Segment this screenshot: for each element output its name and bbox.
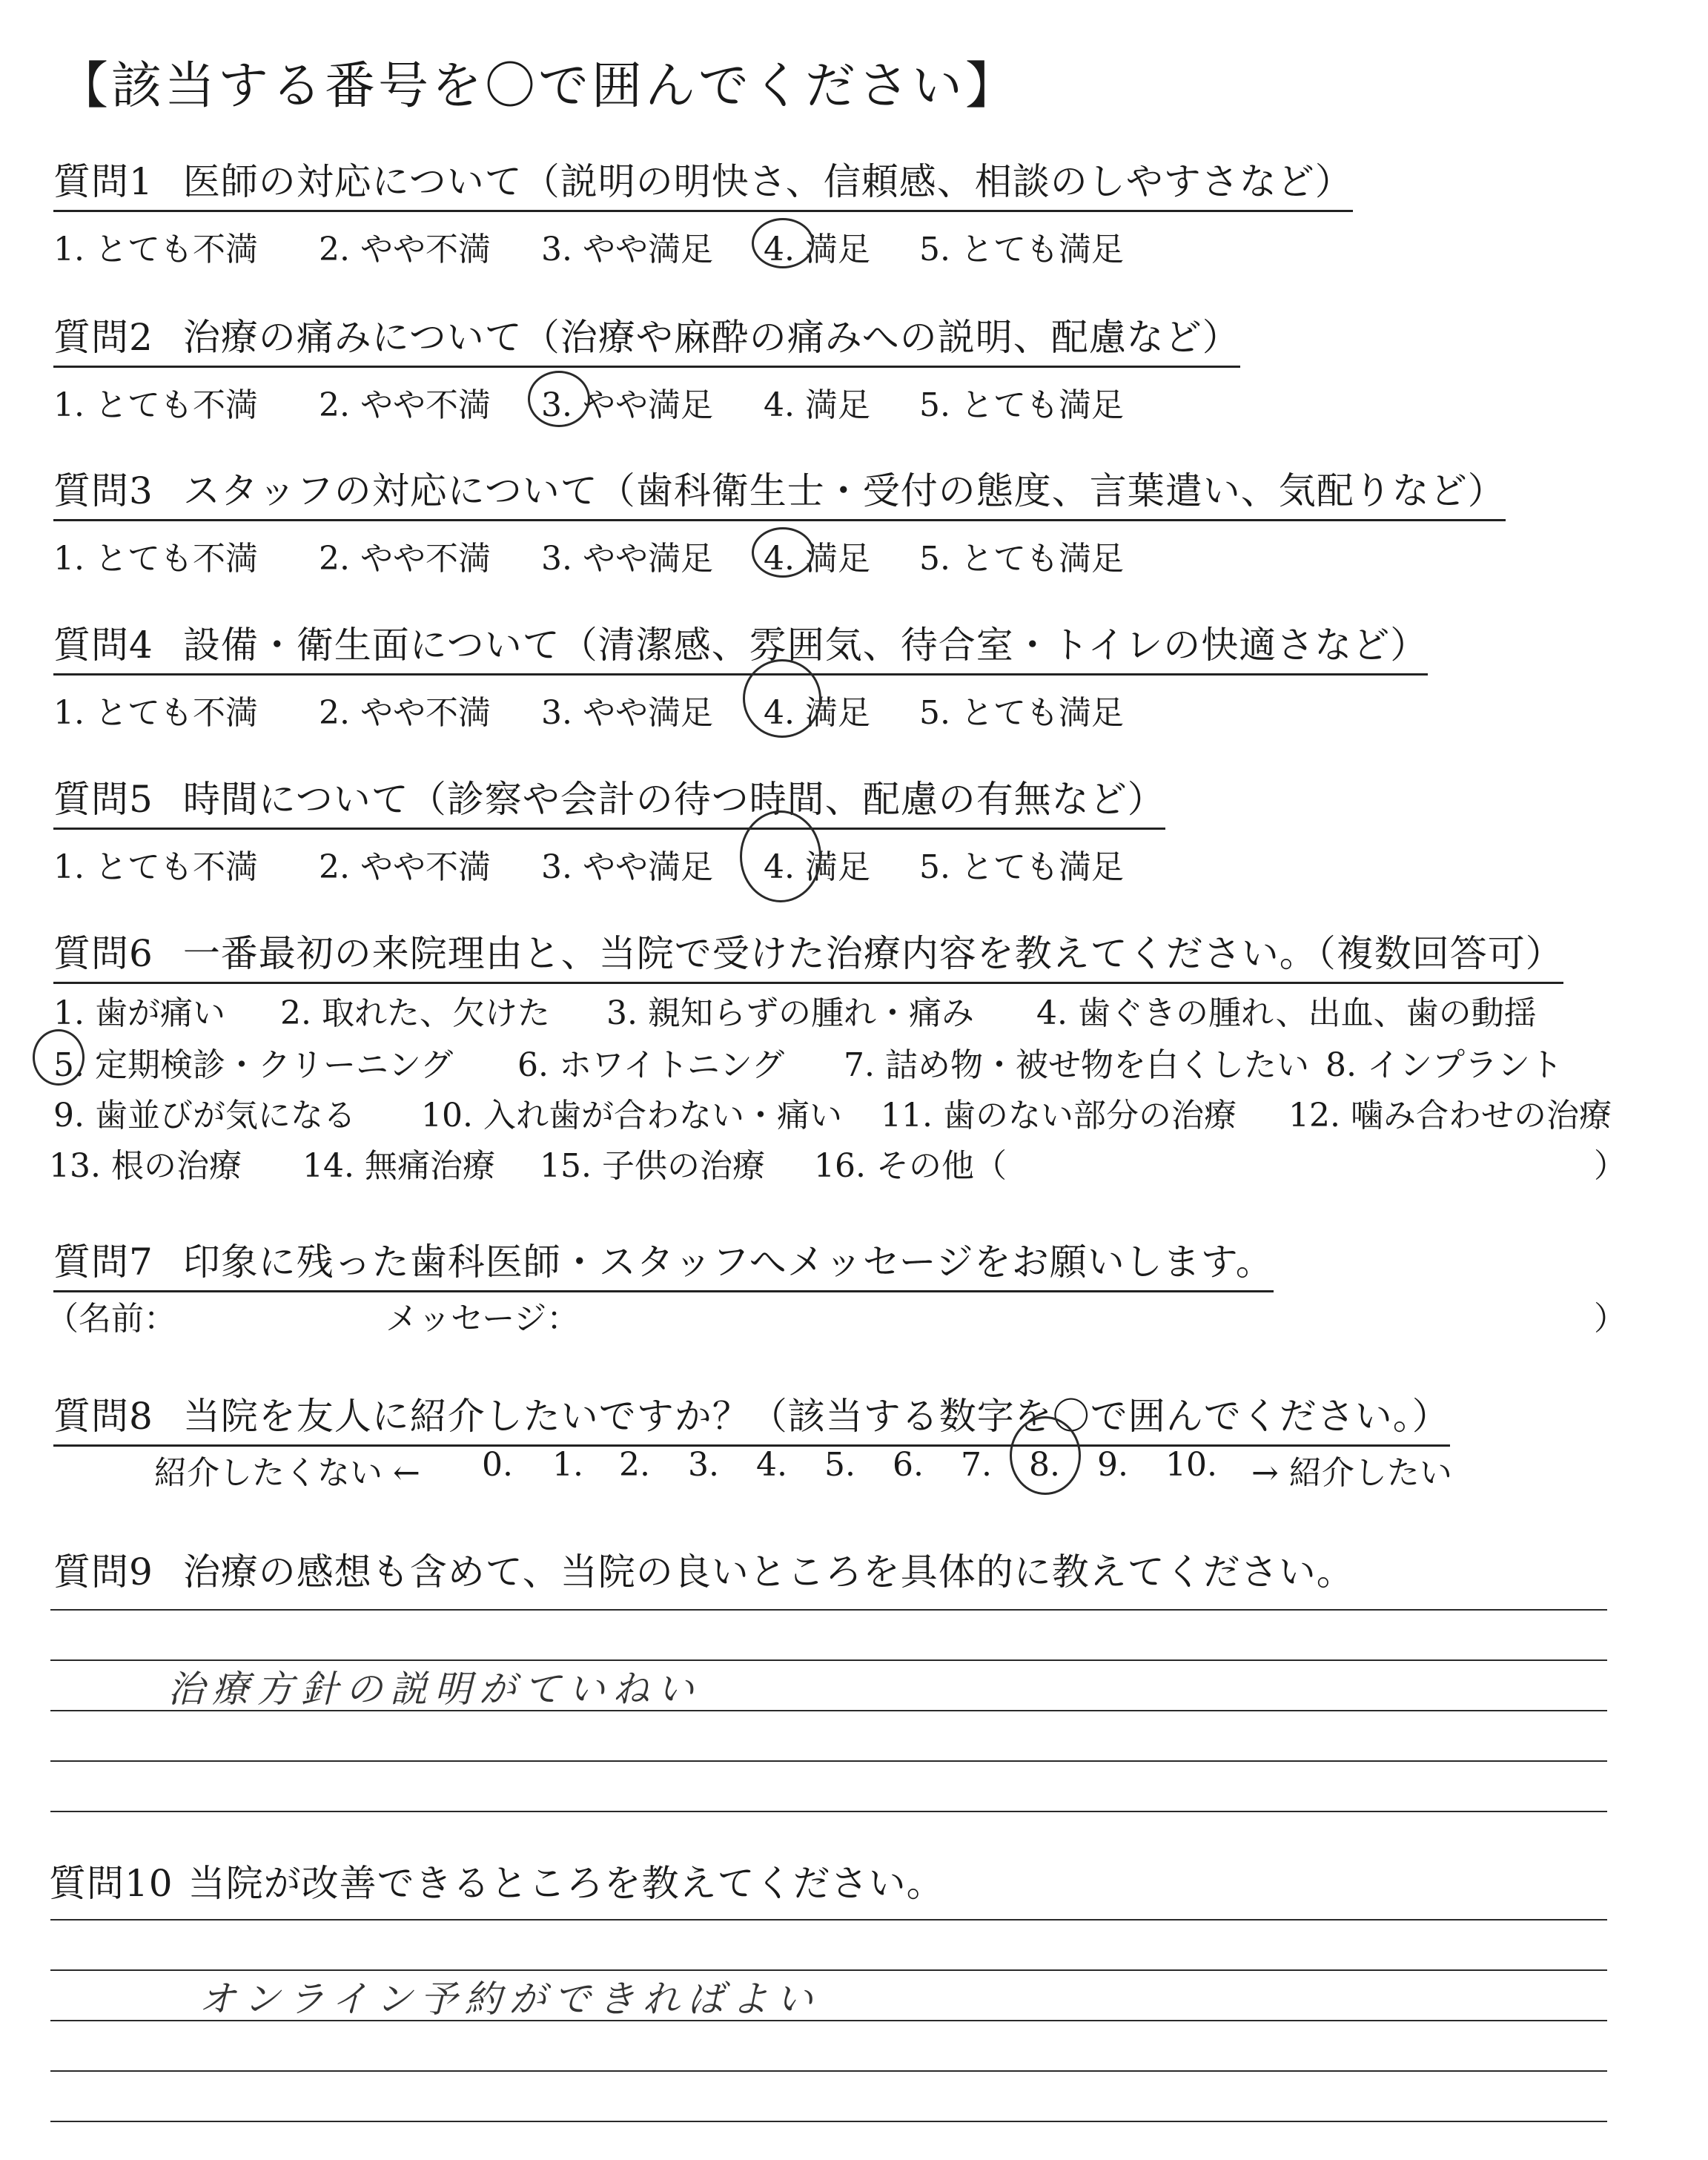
scale-6[interactable]: 6. <box>893 1446 924 1484</box>
option-2[interactable]: 2. やや不満 <box>319 540 491 578</box>
option-4[interactable]: 4. 満足 <box>764 386 870 424</box>
question-number: 質問10 <box>49 1862 173 1905</box>
option-1[interactable]: 1. とても不満 <box>53 694 258 732</box>
option-5[interactable]: 5. とても満足 <box>919 848 1124 886</box>
question-7 <box>53 1232 1274 1292</box>
option-2[interactable]: 2. やや不満 <box>319 231 491 268</box>
scale-1[interactable]: 1. <box>552 1446 583 1484</box>
question-8-title <box>53 1387 1450 1447</box>
scale-4[interactable]: 4. <box>756 1446 787 1484</box>
question-6-title <box>53 924 1563 984</box>
question-6 <box>53 924 1563 984</box>
option-5[interactable]: 5. 定期検診・クリーニング <box>53 1046 454 1084</box>
option-6[interactable]: 6. ホワイトニング <box>517 1046 785 1084</box>
scale-0[interactable]: 0. <box>482 1446 513 1484</box>
option-1[interactable]: 1. 歯が痛い <box>53 994 225 1032</box>
question-7-title <box>53 1232 1274 1292</box>
option-3[interactable]: 3. やや満足 <box>541 386 713 424</box>
question-3-title <box>53 461 1506 521</box>
question-number: 質問5 <box>53 778 153 821</box>
answer-line <box>50 1609 1607 1611</box>
answer-line <box>50 2070 1607 2072</box>
question-number: 質問1 <box>53 160 153 203</box>
question-text: 一番最初の来院理由と、当院で受けた治療内容を教えてください。（複数回答可） <box>182 932 1563 975</box>
option-2[interactable]: 2. やや不満 <box>319 386 491 424</box>
option-9[interactable]: 9. 歯並びが気になる <box>53 1097 356 1135</box>
rating-options <box>53 683 1428 732</box>
selection-circle <box>752 527 814 578</box>
answer-line <box>50 1760 1607 1762</box>
close-paren: ） <box>1594 1300 1626 1338</box>
question-4-title <box>53 615 1428 676</box>
option-5[interactable]: 5. とても満足 <box>919 231 1124 268</box>
message-label: メッセージ： <box>385 1300 580 1338</box>
question-5-title <box>53 770 1165 830</box>
page-title: 【該当する番号を〇で囲んでください】 <box>58 57 1019 116</box>
option-15[interactable]: 15. 子供の治療 <box>540 1147 765 1185</box>
question-text: 設備・衛生面について（清潔感、雰囲気、待合室・トイレの快適さなど） <box>182 624 1429 667</box>
option-5[interactable]: 5. とても満足 <box>919 694 1124 732</box>
question-text: 当院が改善できるところを教えてください。 <box>188 1862 944 1905</box>
question-text: 治療の痛みについて（治療や麻酔の痛みへの説明、配慮など） <box>182 316 1240 359</box>
question-2 <box>53 308 1240 424</box>
option-4[interactable]: 4. 歯ぐきの腫れ、出血、歯の動揺 <box>1036 994 1537 1032</box>
option-12[interactable]: 12. 噛み合わせの治療 <box>1288 1097 1612 1135</box>
question-5 <box>53 770 1165 886</box>
question-text: スタッフの対応について（歯科衛生士・受付の態度、言葉遣い、気配りなど） <box>182 469 1506 512</box>
option-4[interactable]: 4. 満足 <box>764 540 870 578</box>
question-number: 質問6 <box>53 932 153 975</box>
selection-circle <box>1010 1416 1081 1495</box>
scale-2[interactable]: 2. <box>619 1446 650 1484</box>
option-2[interactable]: 2. やや不満 <box>319 694 491 732</box>
question-4 <box>53 615 1428 732</box>
question-number: 質問2 <box>53 316 153 359</box>
question-3 <box>53 461 1506 578</box>
handwritten-answer-9[interactable]: 治療方針の説明がていねい <box>168 1668 701 1711</box>
rating-options <box>53 375 1240 424</box>
option-2[interactable]: 2. やや不満 <box>319 848 491 886</box>
question-2-title <box>53 308 1240 368</box>
option-7[interactable]: 7. 詰め物・被せ物を白くしたい <box>844 1046 1309 1084</box>
scale-9[interactable]: 9. <box>1097 1446 1128 1484</box>
question-text: 医師の対応について（説明の明快さ、信頼感、相談のしやすさなど） <box>182 160 1353 203</box>
scale-left-label: 紹介したくない ← <box>154 1454 420 1492</box>
question-text: 時間について（診察や会計の待つ時間、配慮の有無など） <box>182 778 1165 821</box>
question-number: 質問9 <box>53 1550 153 1593</box>
scale-10[interactable]: 10. <box>1165 1446 1217 1484</box>
answer-line <box>50 1919 1607 1920</box>
question-1-title <box>53 152 1353 212</box>
option-2[interactable]: 2. 取れた、欠けた <box>280 994 550 1032</box>
option-3[interactable]: 3. やや満足 <box>541 540 713 578</box>
option-1[interactable]: 1. とても不満 <box>53 231 258 268</box>
selection-circle <box>743 659 821 738</box>
answer-line <box>50 2121 1607 2122</box>
close-paren: ） <box>1594 1147 1626 1185</box>
selection-circle <box>740 810 821 902</box>
option-3[interactable]: 3. やや満足 <box>541 231 713 268</box>
option-10[interactable]: 10. 入れ歯が合わない・痛い <box>421 1097 842 1135</box>
scale-5[interactable]: 5. <box>824 1446 855 1484</box>
scale-8[interactable]: 8. <box>1029 1446 1060 1484</box>
option-8[interactable]: 8. インプラント <box>1325 1046 1563 1084</box>
scale-3[interactable]: 3. <box>688 1446 719 1484</box>
rating-options <box>53 219 1353 268</box>
option-13[interactable]: 13. 根の治療 <box>49 1147 242 1185</box>
scale-7[interactable]: 7. <box>961 1446 992 1484</box>
question-number: 質問4 <box>53 624 153 667</box>
option-14[interactable]: 14. 無痛治療 <box>302 1147 495 1185</box>
selection-circle <box>528 371 590 427</box>
option-4[interactable]: 4. 満足 <box>764 848 870 886</box>
question-1 <box>53 152 1353 268</box>
question-9-title <box>53 1542 1354 1596</box>
handwritten-answer-10[interactable]: オンライン予約ができればよい <box>199 1978 821 2021</box>
option-16[interactable]: 16. その他（ <box>814 1147 1007 1185</box>
option-1[interactable]: 1. とても不満 <box>53 540 258 578</box>
selection-circle <box>752 218 814 268</box>
option-4[interactable]: 4. 満足 <box>764 694 870 732</box>
rating-options <box>53 529 1506 578</box>
selection-circle <box>33 1029 85 1086</box>
option-5[interactable]: 5. とても満足 <box>919 386 1124 424</box>
option-1[interactable]: 1. とても不満 <box>53 386 258 424</box>
question-text: 治療の感想も含めて、当院の良いところを具体的に教えてください。 <box>182 1550 1354 1593</box>
scale-right-label: → 紹介したい <box>1251 1454 1452 1492</box>
option-3[interactable]: 3. やや満足 <box>541 848 713 886</box>
option-5[interactable]: 5. とても満足 <box>919 540 1124 578</box>
question-number: 質問3 <box>53 469 153 512</box>
option-11[interactable]: 11. 歯のない部分の治療 <box>881 1097 1237 1135</box>
option-3[interactable]: 3. 親知らずの腫れ・痛み <box>606 994 974 1032</box>
name-label: （名前： <box>46 1300 176 1338</box>
answer-line <box>50 1811 1607 1812</box>
question-8 <box>53 1387 1450 1447</box>
question-number: 質問8 <box>53 1395 153 1438</box>
rating-options <box>53 837 1165 886</box>
question-10-title <box>49 1854 944 1907</box>
option-3[interactable]: 3. やや満足 <box>541 694 713 732</box>
question-text: 印象に残った歯科医師・スタッフへメッセージをお願いします。 <box>182 1241 1274 1284</box>
option-1[interactable]: 1. とても不満 <box>53 848 258 886</box>
question-text: 当院を友人に紹介したいですか？（該当する数字を〇で囲んでください。） <box>182 1395 1450 1438</box>
option-4[interactable]: 4. 満足 <box>764 231 870 268</box>
question-number: 質問7 <box>53 1241 153 1284</box>
